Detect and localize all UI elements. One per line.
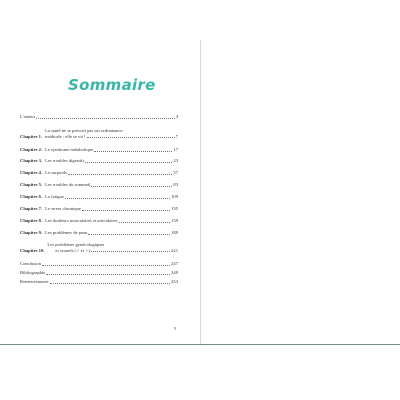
chapter-label: Chapitre 7. — [20, 206, 43, 211]
toc-entry-chapter-2[interactable] — [20, 147, 178, 153]
chapter-title-line-1: Les problèmes gynécologiques — [47, 242, 105, 247]
bottom-edge-rule — [0, 344, 400, 345]
toc-entry-chapter-4[interactable] — [20, 170, 178, 176]
toc-entry-chapter-5[interactable] — [20, 182, 178, 188]
toc-entry-text: L'auteur — [20, 114, 36, 119]
leader-dots — [46, 274, 170, 275]
leader-dots — [36, 118, 175, 119]
page-title: Sommaire — [68, 76, 156, 94]
toc-entry-page: 159 — [171, 218, 178, 223]
chapter-label: Chapitre 10. — [20, 247, 45, 253]
toc-entry-page: 17 — [173, 147, 178, 152]
leader-dots — [65, 198, 170, 199]
chapter-title: Les troubles du sommeil — [45, 182, 91, 187]
chapter-title-line-2: médicale : elle se vit ! — [45, 133, 86, 139]
chapter-label: Chapitre 4. — [20, 170, 43, 175]
chapter-label: Chapitre 9. — [20, 230, 43, 235]
toc-entry-text: Remerciements — [20, 279, 49, 284]
chapter-title — [45, 128, 178, 139]
page-gutter — [200, 40, 201, 345]
leader-dots — [91, 251, 170, 252]
chapter-title: Le syndrome métabolique — [45, 147, 94, 152]
toc-entry-chapter-10[interactable] — [20, 242, 178, 253]
page-number: 5 — [174, 326, 177, 331]
chapter-title-line-2-row — [47, 248, 178, 254]
chapter-title: Les troubles digestifs — [45, 158, 85, 163]
chapter-label: Chapitre 2. — [20, 147, 43, 152]
toc-entry-page: 4 — [175, 114, 178, 119]
chapter-title: Le stress chronique — [45, 206, 81, 211]
toc-entry-text: Conclusion — [20, 261, 41, 266]
chapter-title: Le surpoids — [45, 170, 67, 175]
leader-dots — [42, 265, 170, 266]
leader-dots — [88, 234, 170, 235]
chapter-label: Chapitre 3. — [20, 158, 43, 163]
chapter-title: Les douleurs musculaires et articulaires — [45, 218, 118, 223]
leader-dots — [91, 186, 172, 187]
leader-dots — [87, 137, 175, 138]
chapter-title — [47, 242, 178, 253]
leader-dots — [68, 174, 173, 175]
leader-dots — [85, 162, 172, 163]
toc-entry-chapter-9[interactable] — [20, 230, 178, 236]
toc-entry-chapter-1[interactable] — [20, 128, 178, 139]
chapter-label: Chapitre 8. — [20, 218, 43, 223]
chapter-label: Chapitre 6. — [20, 194, 43, 199]
chapter-title-line-2-row — [45, 134, 178, 140]
toc-entry-acknowledgements[interactable] — [20, 279, 178, 285]
toc-entry-conclusion[interactable] — [20, 261, 178, 267]
toc-entry-page: 249 — [171, 270, 178, 275]
toc-entry-chapter-7[interactable] — [20, 206, 178, 212]
toc-entry-page: 7 — [175, 133, 178, 139]
toc-entry-text: Bibliographie — [20, 270, 46, 275]
toc-entry-bibliography[interactable] — [20, 270, 178, 276]
toc-entry-page: 253 — [171, 279, 178, 284]
toc-entry-chapter-8[interactable] — [20, 218, 178, 224]
toc-entry-chapter-3[interactable] — [20, 158, 178, 164]
chapter-title-line-2: et sexuels (♂ et ♀) — [55, 247, 91, 253]
toc-entry-page: 247 — [171, 261, 178, 266]
right-page — [200, 0, 400, 345]
toc-entry-page: 83 — [173, 182, 178, 187]
chapter-label: Chapitre 1. — [20, 133, 43, 139]
toc-entry-page: 109 — [171, 194, 178, 199]
toc-entry-author[interactable] — [20, 114, 178, 120]
toc-entry-page: 57 — [173, 170, 178, 175]
chapter-label: Chapitre 5. — [20, 182, 43, 187]
leader-dots — [119, 222, 170, 223]
chapter-title-line-1: La santé ne se prescrit pas sur ordonnance — [45, 128, 123, 133]
toc-entry-page: 23 — [173, 158, 178, 163]
left-page — [0, 0, 200, 345]
toc-entry-chapter-6[interactable] — [20, 194, 178, 200]
leader-dots — [94, 151, 172, 152]
chapter-title: Les problèmes de peau — [45, 230, 88, 235]
toc-entry-page: 189 — [171, 230, 178, 235]
chapter-title: La fatigue — [45, 194, 64, 199]
leader-dots — [50, 283, 171, 284]
toc-entry-page: 221 — [171, 247, 178, 253]
leader-dots — [82, 210, 170, 211]
toc-entry-page: 135 — [171, 206, 178, 211]
